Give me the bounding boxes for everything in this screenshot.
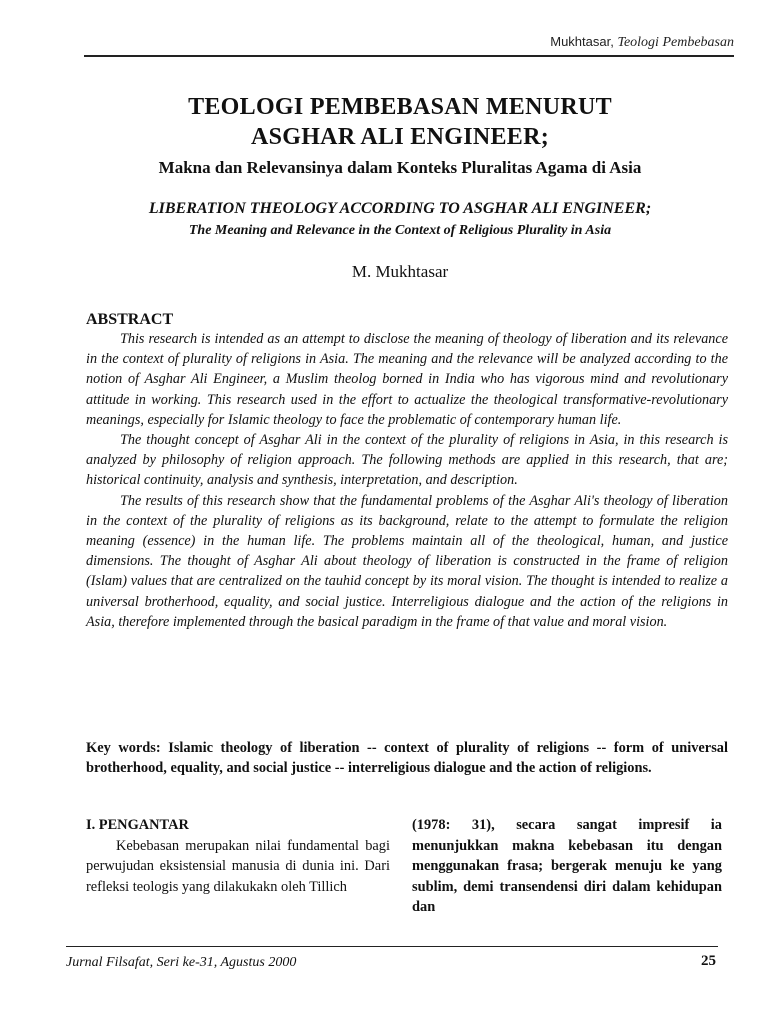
title-line-2: ASGHAR ALI ENGINEER; — [250, 124, 550, 150]
journal-citation: Jurnal Filsafat, Seri ke-31, Agustus 2000 — [66, 955, 297, 970]
keywords: Key words: Islamic theology of liberation -- context of plurality of religions -- form of universal brotherhood, equality, and social justice -- interreligious dialogue and the action of religions. — [86, 740, 728, 776]
section-heading: I. PENGANTAR — [86, 817, 189, 833]
running-head-title: Teologi Pembebasan — [617, 35, 734, 50]
title-line-1: TEOLOGI PEMBEBASAN MENURUT — [188, 94, 612, 120]
body-paragraph: (1978: 31), secara sangat impresif ia menunjukkan makna kebebasan itu dengan menggunakan frasa; bergerak menuju ke yang sublim, demi transendensi diri dalam kehidupan dan — [412, 817, 722, 916]
running-head — [550, 34, 734, 51]
body-column-left — [86, 815, 390, 897]
header-rule — [84, 55, 734, 57]
abstract-paragraph: The thought concept of Asghar Ali in the context of the plurality of religions in Asia, in this research is analyzed by philosophy of religion approach. The following methods are applied in this research, that are; historical continuity, analysis and synthesis, interpretation, and description. — [86, 432, 728, 489]
article-title — [60, 92, 740, 152]
english-title — [60, 198, 740, 242]
body-column-right — [412, 815, 722, 918]
abstract-paragraph: The results of this research show that the fundamental problems of the Asghar Ali's theology of liberation in the context of the plurality of religions as its background, relate to the attempt to formulate the religion meaning (essence) in the human life. The problems maintain all of the theological, human, and justice dimensions. The thought of Asghar Ali about theology of liberation is constructed in the frame of religion (Islam) values that are centralized on the tauhid concept by its moral vision. The thought is intended to realize a universal brotherhood, equality, and social justice. Interreligious dialogue and the action of the religions in Asia, therefore implemented through the basical paradigm in the frame of that value and moral vision. — [86, 492, 728, 630]
body-paragraph: Kebebasan merupakan nilai fundamental bagi perwujudan eksistensial manusia di dunia ini. Dari refleksi teologis yang dilakukakn oleh Tillich — [86, 837, 390, 895]
abstract-body — [86, 329, 728, 632]
footer-rule — [66, 946, 718, 947]
english-subtitle-line: The Meaning and Relevance in the Context of Religious Plurality in Asia — [188, 223, 612, 238]
running-head-author: Mukhtasar, — [550, 34, 614, 49]
article-subtitle: Makna dan Relevansinya dalam Konteks Pluralitas Agama di Asia — [158, 158, 642, 177]
author-name: M. Mukhtasar — [351, 262, 449, 281]
abstract-heading: ABSTRACT — [86, 311, 174, 328]
abstract-paragraph: This research is intended as an attempt to disclose the meaning of theology of liberation and its relevance in the context of plurality of religions in Asia. The meaning and the relevance will be analyzed according to the notion of Asghar Ali Engineer, a Muslim theolog borned in India who has vigorous mind and revolutionary attitude in working. This research used in the effort to actualize the theological transformative-revolutionary meanings, especially for Islamic theology to face the problematic of contemporary human life. — [86, 331, 728, 428]
page-number: 25 — [701, 953, 716, 969]
english-title-line: LIBERATION THEOLOGY ACCORDING TO ASGHAR ALI ENGINEER; — [148, 200, 652, 217]
